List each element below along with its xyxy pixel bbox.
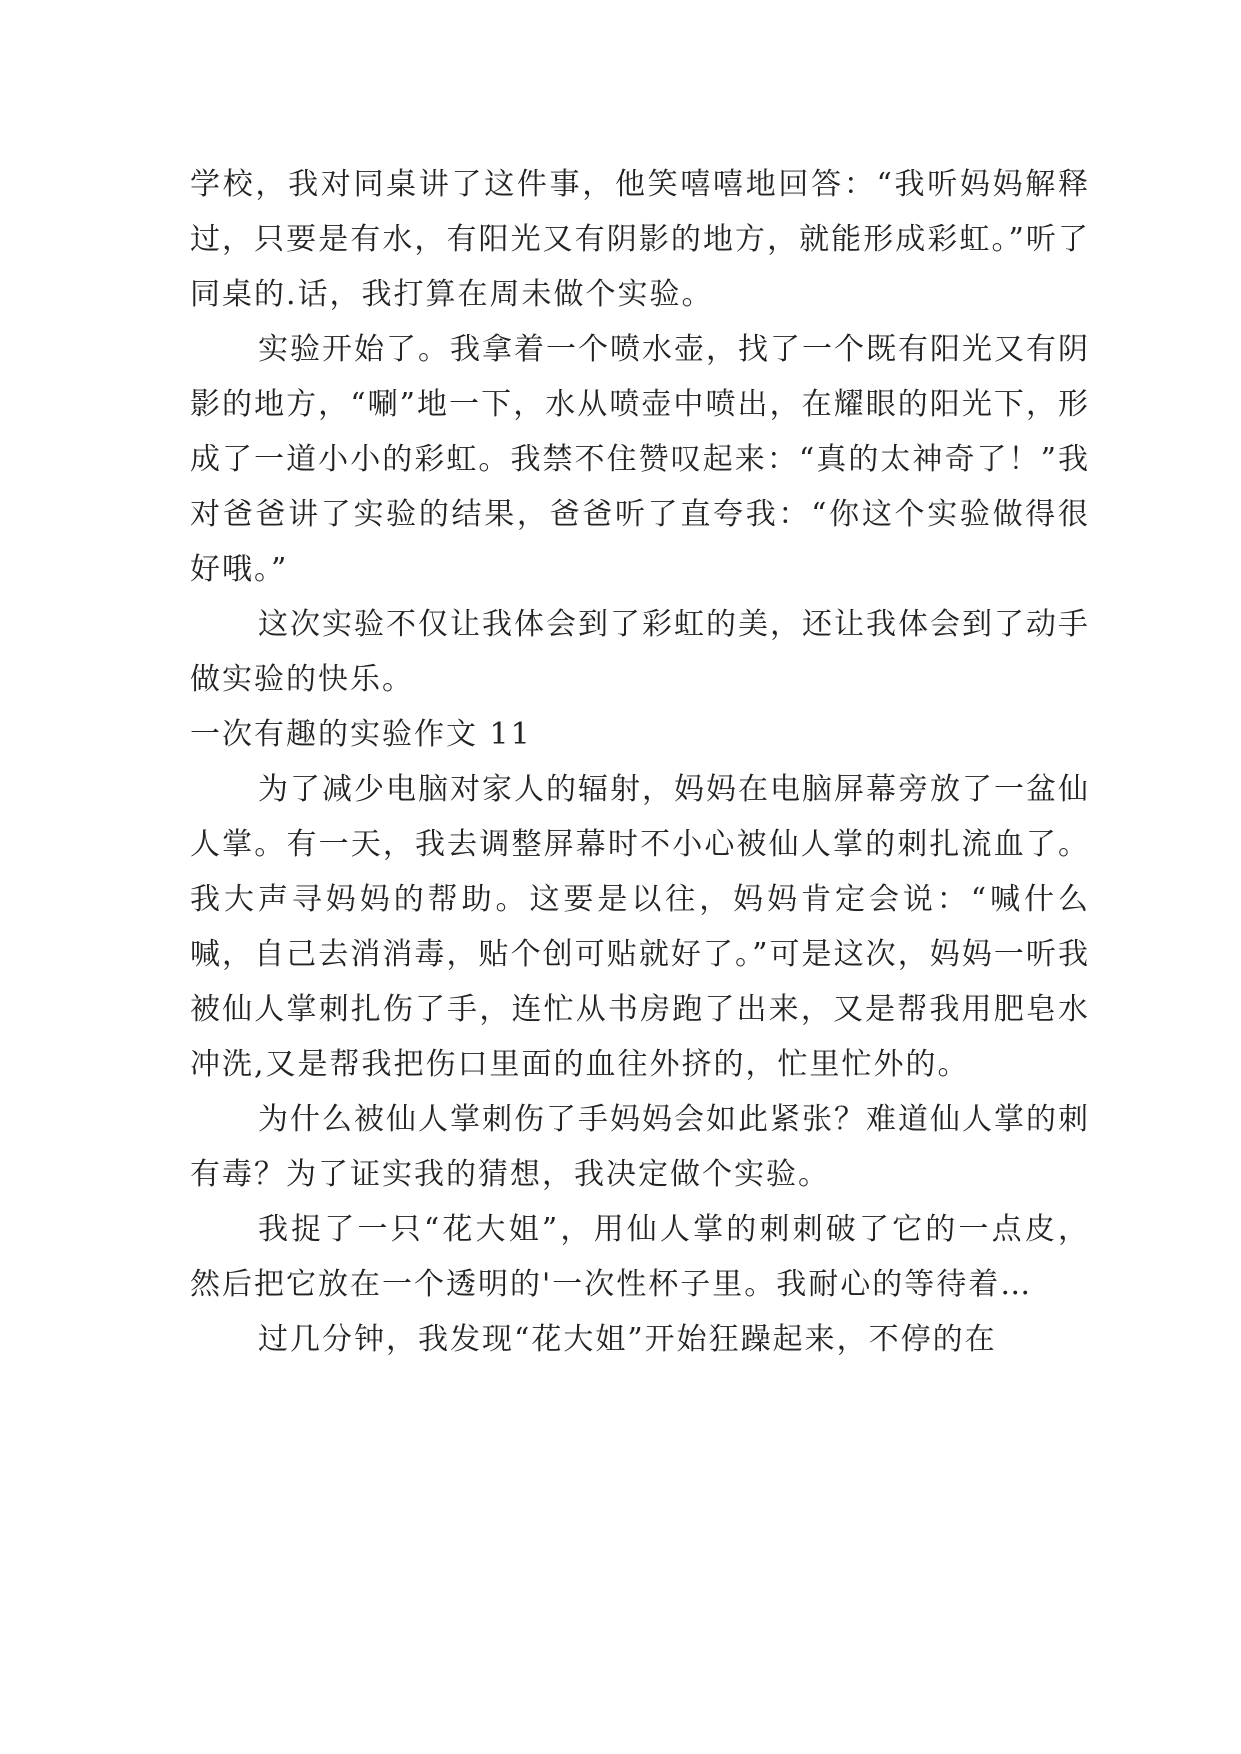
paragraph: 过几分钟，我发现“花大姐”开始狂躁起来，不停的在 bbox=[258, 1322, 997, 1357]
section-title: 一次有趣的实验作文 11 bbox=[190, 717, 532, 752]
paragraph: 为了减少电脑对家人的辐射，妈妈在电脑屏幕旁放了一盆仙人掌。有一天，我去调整屏幕时不小心被仙人掌的刺扎流血了。我大声寻妈妈的帮助。这要是以往，妈妈肯定会说：“喊什么喊，自己去消消毒，贴个创可贴就好了。”可是这次，妈妈一听我被仙人掌刺扎伤了手，连忙从书房跑了出来，又是帮我用肥皂水冲洗,又是帮我把伤口里面的血往外挤的，忙里忙外的。 bbox=[190, 772, 1090, 1082]
paragraph: 我捉了一只“花大姐”，用仙人掌的刺刺破了它的一点皮，然后把它放在一个透明的'一次性杯子里。我耐心的等待着… bbox=[190, 1212, 1090, 1302]
document-body bbox=[190, 157, 1090, 1367]
paragraph: 为什么被仙人掌刺伤了手妈妈会如此紧张？难道仙人掌的刺有毒？为了证实我的猜想，我决定做个实验。 bbox=[190, 1102, 1090, 1192]
paragraph: 学校，我对同桌讲了这件事，他笑嘻嘻地回答：“我听妈妈解释过，只要是有水，有阳光又有阴影的地方，就能形成彩虹。”听了同桌的.话，我打算在周未做个实验。 bbox=[190, 167, 1090, 312]
paragraph: 实验开始了。我拿着一个喷水壶，找了一个既有阳光又有阴影的地方，“唰”地一下，水从喷壶中喷出，在耀眼的阳光下，形成了一道小小的彩虹。我禁不住赞叹起来：“真的太神奇了！”我对爸爸讲了实验的结果，爸爸听了直夸我：“你这个实验做得很好哦。” bbox=[190, 332, 1090, 587]
paragraph: 这次实验不仅让我体会到了彩虹的美，还让我体会到了动手做实验的快乐。 bbox=[190, 607, 1090, 697]
